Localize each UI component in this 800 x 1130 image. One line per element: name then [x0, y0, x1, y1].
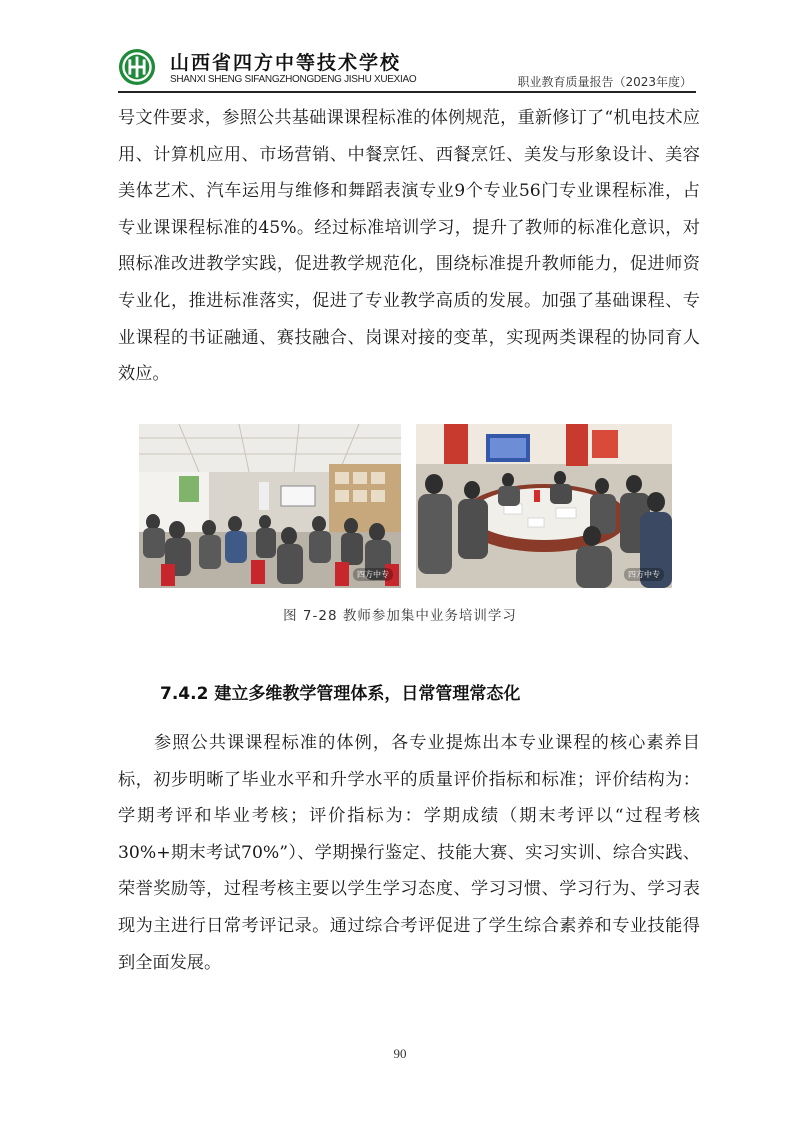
section-heading: 7.4.2 建立多维教学管理体系，日常管理常态化 [160, 684, 521, 704]
school-emblem-icon [118, 48, 156, 86]
training-photo-lecture-hall [139, 424, 401, 588]
page-header [118, 44, 696, 92]
body-paragraph-1: 号文件要求，参照公共基础课课程标准的体例规范，重新修订了“机电技术应用、计算机应用、市场营销、中餐烹饪、西餐烹饪、美发与形象设计、美容美体艺术、汽车运用与维修和舞蹈表演专业9个专业56门专业课程标准，占专业课课程标准的45%。经过标准培训学习，提升了教师的标准化意识，对照标准改进教学实践，促进教学规范化，围绕标准提升教师能力，促进师资专业化，推进标准落实，促进了专业教学高质的发展。加强了基础课程、专业课程的书证融通、赛技融合、岗课对接的变革，实现两类课程的协同育人效应。 [118, 108, 700, 385]
page-number: 90 [393, 1046, 407, 1061]
school-name-cn: 山西省四方中等技术学校 [170, 52, 402, 74]
school-name-en: SHANXI SHENG SIFANGZHONGDENG JISHU XUEXIAO [170, 74, 417, 85]
photo-watermark: 四方中专 [624, 568, 664, 581]
training-photo-meeting-room [416, 424, 672, 588]
photo-watermark: 四方中专 [353, 568, 393, 581]
body-paragraph-2: 参照公共课课程标准的体例，各专业提炼出本专业课程的核心素养目标，初步明晰了毕业水平和升学水平的质量评价指标和标准；评价结构为：学期考评和毕业考核；评价指标为：学期成绩（期末考评以“过程考核30%+期末考试70%”）、学期操行鉴定、技能大赛、实习实训、综合实践、荣誉奖励等，过程考核主要以学生学习态度、学习习惯、学习行为、学习表现为主进行日常考评记录。通过综合考评促进了学生综合素养和专业技能得到全面发展。 [118, 733, 700, 973]
figure-caption: 图 7-28 教师参加集中业务培训学习 [283, 608, 517, 624]
report-title: 职业教育质量报告（2023年度） [517, 75, 692, 89]
header-divider [118, 91, 696, 93]
